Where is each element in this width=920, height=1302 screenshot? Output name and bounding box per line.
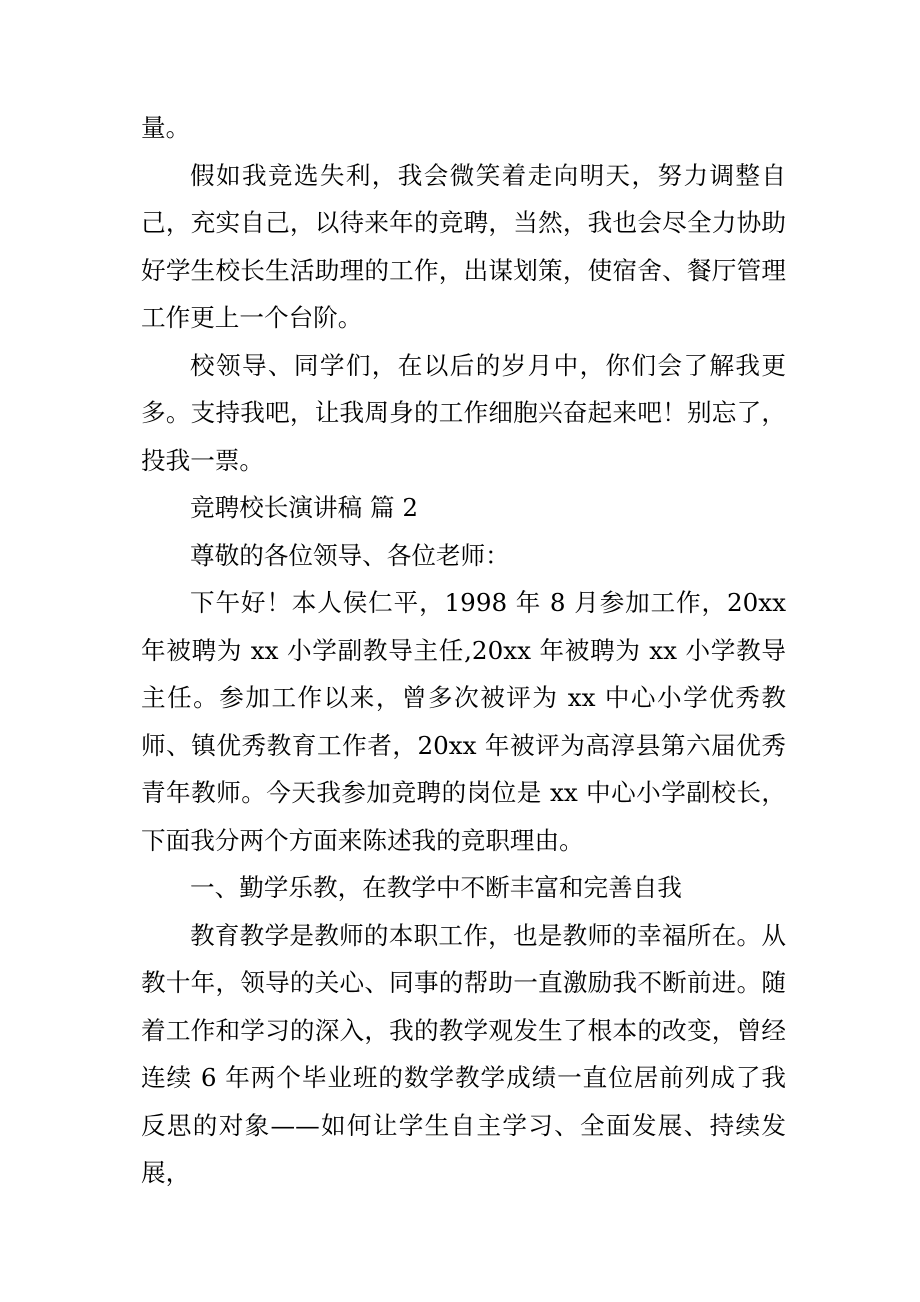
paragraph-introduction: 下午好！本人侯仁平，1998 年 8 月参加工作，20xx 年被聘为 xx 小学副教导主任,20xx 年被聘为 xx 小学教导主任。参加工作以来，曾多次被评为 xx 中心小学优秀教师、镇优秀教育工作者，20xx 年被评为高淳县第六届优秀青年教师。今天我参加竞聘的岗位是 xx 中心小学副校长，下面我分两个方面来陈述我的竞职理由。 <box>141 588 786 855</box>
paragraph-teaching: 教育教学是教师的本职工作，也是教师的幸福所在。从教十年，领导的关心、同事的帮助一直激励我不断前进。随着工作和学习的深入，我的教学观发生了根本的改变，曾经连续 6 年两个毕业班的数学教学成绩一直位居前列成了我反思的对象——如何让学生自主学习、全面发展、持续发展， <box>141 920 786 1187</box>
paragraph-failure-plan: 假如我竞选失利，我会微笑着走向明天，努力调整自己，充实自己，以待来年的竞聘，当然，我也会尽全力协助好学生校长生活助理的工作，出谋划策，使宿舍、餐厅管理工作更上一个台阶。 <box>141 160 786 332</box>
document-page <box>141 104 786 1197</box>
paragraph-continuation: 量。 <box>141 113 191 142</box>
salutation: 尊敬的各位领导、各位老师： <box>190 540 510 570</box>
subsection-heading: 一、勤学乐教，在教学中不断丰富和完善自我 <box>190 873 682 902</box>
paragraph-closing-appeal: 校领导、同学们，在以后的岁月中，你们会了解我更多。支持我吧，让我周身的工作细胞兴奋起来吧！别忘了，投我一票。 <box>141 350 786 475</box>
section-title: 竞聘校长演讲稿 篇 2 <box>190 493 419 522</box>
